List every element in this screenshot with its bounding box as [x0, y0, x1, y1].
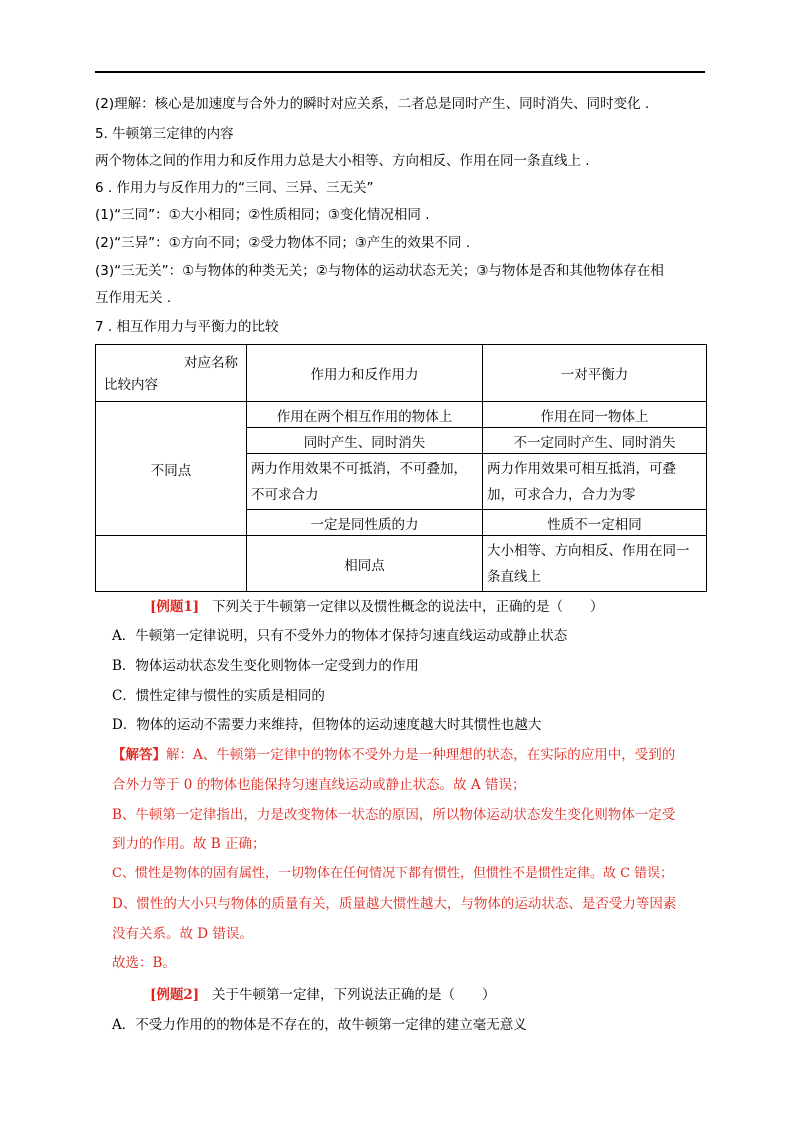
column-header: 作用力和反作用力 — [247, 345, 483, 402]
section-heading: 5. 牛顿第三定律的内容 — [95, 126, 234, 142]
option-c: C．惯性定律与惯性的实质是相同的 — [112, 688, 325, 704]
answer-line — [112, 745, 675, 765]
text-line: (2)“三异”：①方向不同；②受力物体不同；③产生的效果不同 . — [95, 235, 471, 251]
question-text: 关于牛顿第一定律，下列说法正确的是（ ） — [212, 987, 496, 1003]
table-cell: 同时产生、同时消失 — [247, 428, 483, 454]
text-line: (1)“三同”：①大小相同；②性质相同；③变化情况相同 . — [95, 207, 430, 223]
table-cell: 作用在两个相互作用的物体上 — [247, 402, 483, 428]
table-cell: 大小相等、方向相反、作用在同一条直线上 — [483, 536, 707, 592]
example-1-question — [150, 597, 604, 617]
answer-line: 没有关系。故 D 错误。 — [112, 926, 253, 942]
example-tag: [例题1] — [150, 599, 200, 615]
answer-choice: 故选：B。 — [112, 955, 176, 971]
column-header: 一对平衡力 — [483, 345, 707, 402]
header-top-label: 对应名称 — [184, 355, 238, 371]
option-a: A．牛顿第一定律说明，只有不受外力的物体才保持匀速直线运动或静止状态 — [112, 628, 568, 644]
header-bottom-label: 比较内容 — [104, 377, 158, 393]
text-line: 互作用无关 . — [95, 290, 172, 306]
section-heading: 6 . 作用力与反作用力的“三同、三异、三无关” — [95, 180, 374, 196]
table-cell: 两力作用效果可相互抵消，可叠加，可求合力，合力为零 — [483, 454, 707, 510]
example-tag: [例题2] — [150, 987, 200, 1003]
text-line: (3)“三无关”：①与物体的种类无关；②与物体的运动状态无关；③与物体是否和其他物体存在相 — [95, 263, 664, 279]
answer-line: C、惯性是物体的固有属性，一切物体在任何情况下都有惯性，但惯性不是惯性定律。故 C 错误； — [112, 866, 674, 881]
answer-line: 合外力等于 0 的物体也能保持匀速直线运动或静止状态。故 A 错误； — [112, 777, 526, 793]
option-b: B．物体运动状态发生变化则物体一定受到力的作用 — [112, 658, 419, 674]
answer-line: D、惯性的大小只与物体的质量有关，质量越大惯性越大，与物体的运动状态、是否受力等因素 — [112, 896, 677, 912]
answer-line: B、牛顿第一定律指出，力是改变物体一状态的原因，所以物体运动状态发生变化则物体一定受 — [112, 807, 676, 823]
table-cell: 两力作用效果不可抵消，不可叠加，不可求合力 — [247, 454, 483, 510]
section-heading: 7 . 相互作用力与平衡力的比较 — [95, 319, 279, 335]
header-rule — [95, 71, 705, 73]
table-cell: 不一定同时产生、同时消失 — [483, 428, 707, 454]
option-d: D．物体的运动不需要力来维持，但物体的运动速度越大时其惯性也越大 — [112, 717, 542, 733]
table-cell: 作用在同一物体上 — [483, 402, 707, 428]
table-corner-header — [96, 345, 247, 402]
text-line: 两个物体之间的作用力和反作用力总是大小相等、方向相反、作用在同一条直线上 . — [95, 153, 590, 169]
comparison-table — [95, 344, 707, 592]
example-2-question — [150, 985, 496, 1005]
answer-text: 解：A、牛顿第一定律中的物体不受外力是一种理想的状态，在实际的应用中，受到的 — [166, 747, 676, 763]
answer-tag: 【解答】 — [112, 747, 166, 763]
answer-line: 到力的作用。故 B 正确； — [112, 836, 266, 852]
table-cell: 一定是同性质的力 — [247, 510, 483, 536]
question-text: 下列关于牛顿第一定律以及惯性概念的说法中，正确的是（ ） — [212, 599, 604, 615]
table-cell: 性质不一定相同 — [483, 510, 707, 536]
row-label-different: 不同点 — [96, 402, 247, 536]
text-line: (2)理解：核心是加速度与合外力的瞬时对应关系，二者总是同时产生、同时消失、同时变化 . — [95, 96, 650, 112]
row-label-same: 相同点 — [247, 536, 483, 592]
option-a: A．不受力作用的的物体是不存在的，故牛顿第一定律的建立毫无意义 — [112, 1017, 527, 1033]
